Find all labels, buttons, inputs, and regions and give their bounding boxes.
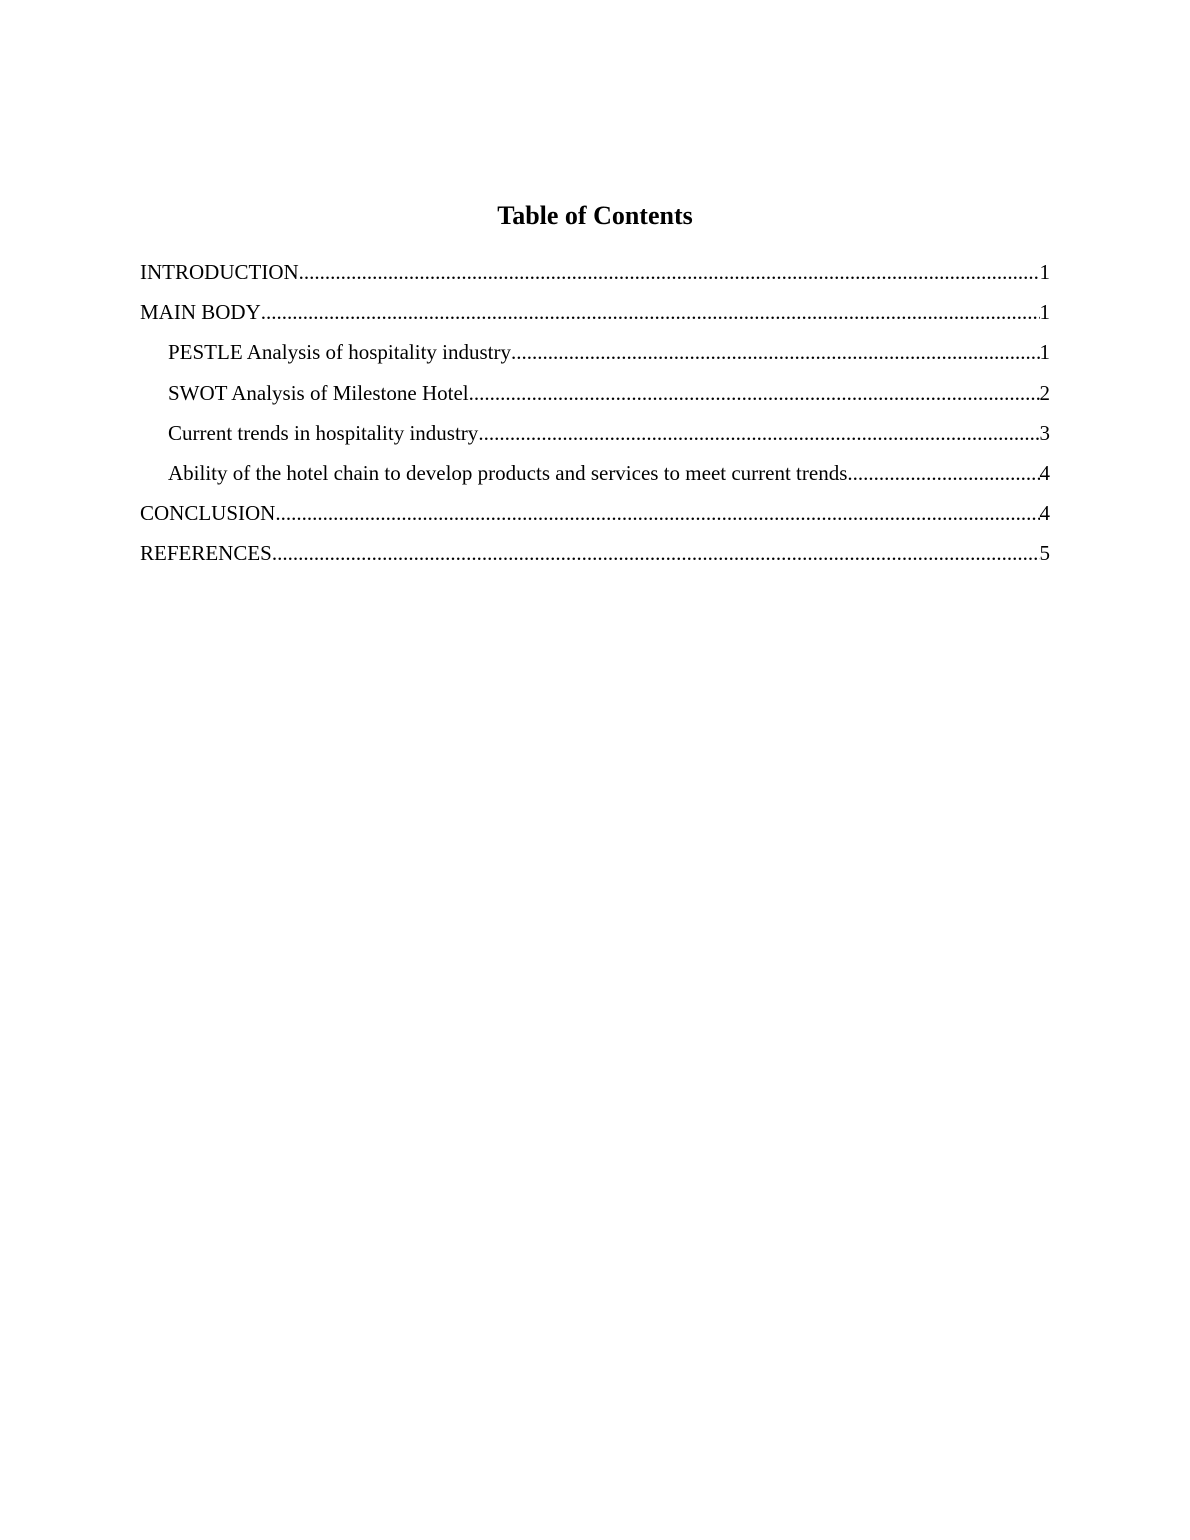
toc-entry-label: CONCLUSION <box>140 501 276 526</box>
toc-page-number: 5 <box>1039 541 1050 566</box>
toc-page-number: 3 <box>1039 420 1050 445</box>
toc-entry-label: PESTLE Analysis of hospitality industry <box>168 340 512 365</box>
toc-entry-main-body[interactable] <box>140 296 1050 336</box>
toc-dot-leader <box>272 537 1040 569</box>
toc-dot-leader <box>847 457 1039 489</box>
toc-list <box>140 256 1050 578</box>
toc-dot-leader <box>469 377 1040 409</box>
toc-entry-references[interactable] <box>140 537 1050 577</box>
toc-entry-label: INTRODUCTION <box>140 260 299 284</box>
toc-page-number: 2 <box>1039 380 1050 405</box>
toc-entry-ability-of-hotel-chain[interactable] <box>140 457 1050 497</box>
toc-title: Table of Contents <box>497 201 693 230</box>
toc-entry-current-trends[interactable] <box>140 417 1050 457</box>
toc-entry-label: Current trends in hospitality industry <box>168 420 479 445</box>
toc-entry-swot-analysis[interactable] <box>140 377 1050 417</box>
toc-dot-leader <box>261 296 1040 328</box>
toc-entry-label: SWOT Analysis of Milestone Hotel <box>168 380 469 405</box>
toc-entry-label: REFERENCES <box>140 541 272 566</box>
toc-entry-conclusion[interactable] <box>140 497 1050 537</box>
toc-page-number: 4 <box>1039 460 1050 485</box>
toc-entry-pestle-analysis[interactable] <box>140 336 1050 376</box>
toc-dot-leader <box>511 336 1039 368</box>
toc-dot-leader <box>299 256 1040 288</box>
toc-page-number: 1 <box>1039 260 1050 284</box>
toc-entry-introduction[interactable] <box>140 256 1050 296</box>
toc-dot-leader <box>275 497 1039 529</box>
toc-dot-leader <box>478 417 1039 449</box>
toc-entry-label: MAIN BODY <box>140 300 261 325</box>
toc-page-number: 1 <box>1039 300 1050 325</box>
toc-page-number: 1 <box>1039 340 1050 365</box>
toc-page-number: 4 <box>1039 501 1050 526</box>
toc-entry-label: Ability of the hotel chain to develop products and services to meet current trends <box>168 460 848 485</box>
